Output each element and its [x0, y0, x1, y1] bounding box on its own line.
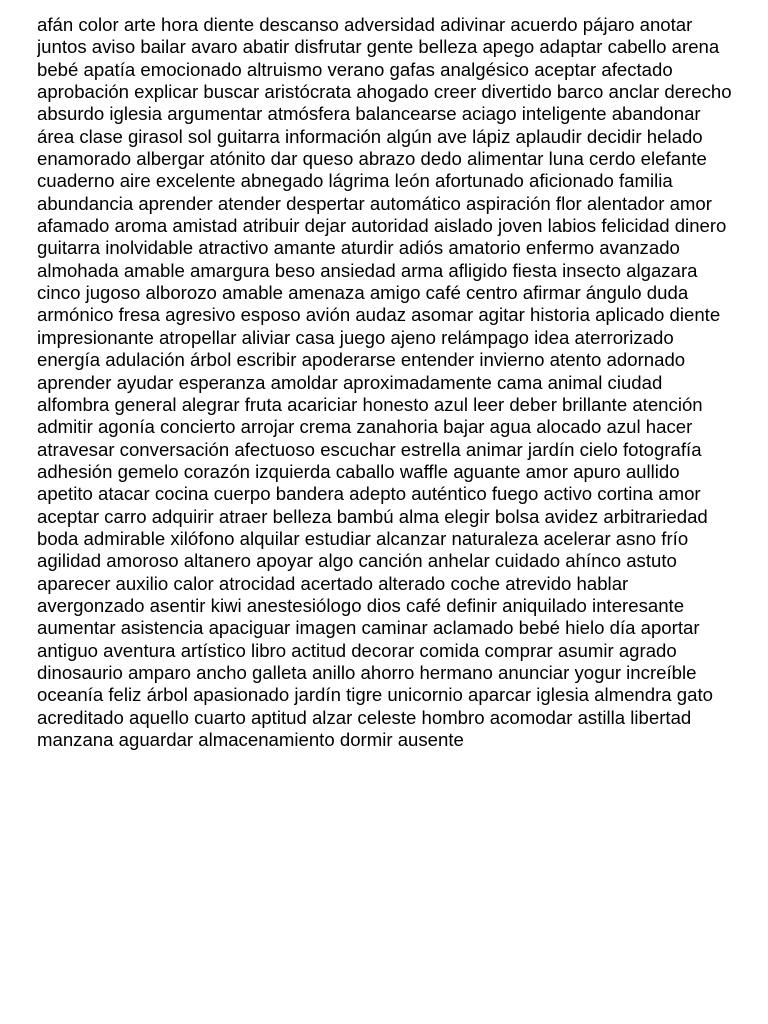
- text-line: aprobación explicar buscar aristócrata ahogado creer divertido barco anclar derecho: [37, 81, 732, 103]
- text-line: área clase girasol sol guitarra información algún ave lápiz aplaudir decidir helado: [37, 125, 703, 147]
- text-line: absurdo iglesia argumentar atmósfera balancearse aciago inteligente abandonar: [37, 103, 701, 125]
- text-line: guitarra inolvidable atractivo amante aturdir adiós amatorio enfermo avanzado: [37, 237, 680, 259]
- text-line: aprender ayudar esperanza amoldar aproximadamente cama animal ciudad: [37, 371, 663, 393]
- text-line: antiguo aventura artístico libro actitud decorar comida comprar asumir agrado: [37, 639, 677, 661]
- text-line: energía adulación árbol escribir apoderarse entender invierno atento adornado: [37, 349, 686, 371]
- text-line: apetito atacar cocina cuerpo bandera adepto auténtico fuego activo cortina amor: [37, 483, 701, 505]
- text-line: afamado aroma amistad atribuir dejar autoridad aislado joven labios felicidad dinero: [37, 215, 727, 237]
- text-line: alfombra general alegrar fruta acariciar honesto azul leer deber brillante atención: [37, 393, 703, 415]
- text-line: avergonzado asentir kiwi anestesiólogo dios café definir aniquilado interesante: [37, 594, 685, 616]
- text-line: armónico fresa agresivo esposo avión audaz asomar agitar historia aplicado diente: [37, 304, 721, 326]
- text-line: enamorado albergar atónito dar queso abrazo dedo alimentar luna cerdo elefante: [37, 148, 707, 170]
- text-line: agilidad amoroso altanero apoyar algo canción anhelar cuidado ahínco astuto: [37, 550, 677, 572]
- text-line: adhesión gemelo corazón izquierda caballo waffle aguante amor apuro aullido: [37, 460, 680, 482]
- text-line: afán color arte hora diente descanso adversidad adivinar acuerdo pájaro anotar: [37, 14, 693, 35]
- text-line: aceptar carro adquirir atraer belleza bambú alma elegir bolsa avidez arbitrariedad: [37, 505, 708, 527]
- word-list-document: [37, 14, 768, 751]
- text-line: almohada amable amargura beso ansiedad arma afligido fiesta insecto algazara: [37, 259, 698, 281]
- text-line: abundancia aprender atender despertar automático aspiración flor alentador amor: [37, 192, 712, 214]
- text-line: aparecer auxilio calor atrocidad acertado alterado coche atrevido hablar: [37, 572, 629, 594]
- text-line: admitir agonía concierto arrojar crema zanahoria bajar agua alocado azul hacer: [37, 416, 693, 438]
- text-line: acreditado aquello cuarto aptitud alzar celeste hombro acomodar astilla libertad: [37, 706, 692, 728]
- text-line: cuaderno aire excelente abnegado lágrima león afortunado aficionado familia: [37, 170, 673, 192]
- text-line: oceanía feliz árbol apasionado jardín tigre unicornio aparcar iglesia almendra gato: [37, 684, 713, 706]
- text-line: dinosaurio amparo ancho galleta anillo ahorro hermano anunciar yogur increíble: [37, 661, 697, 683]
- text-line: manzana aguardar almacenamiento dormir ausente: [37, 729, 464, 750]
- text-line: impresionante atropellar aliviar casa juego ajeno relámpago idea aterrorizado: [37, 326, 674, 348]
- text-line: juntos aviso bailar avaro abatir disfrutar gente belleza apego adaptar cabello arena: [37, 36, 720, 58]
- text-line: bebé apatía emocionado altruismo verano gafas analgésico aceptar afectado: [37, 58, 673, 80]
- text-line: aumentar asistencia apaciguar imagen caminar aclamado bebé hielo día aportar: [37, 617, 700, 639]
- text-line: cinco jugoso alborozo amable amenaza amigo café centro afirmar ángulo duda: [37, 282, 689, 304]
- text-line: boda admirable xilófono alquilar estudiar alcanzar naturaleza acelerar asno frío: [37, 527, 689, 549]
- text-line: atravesar conversación afectuoso escuchar estrella animar jardín cielo fotografía: [37, 438, 702, 460]
